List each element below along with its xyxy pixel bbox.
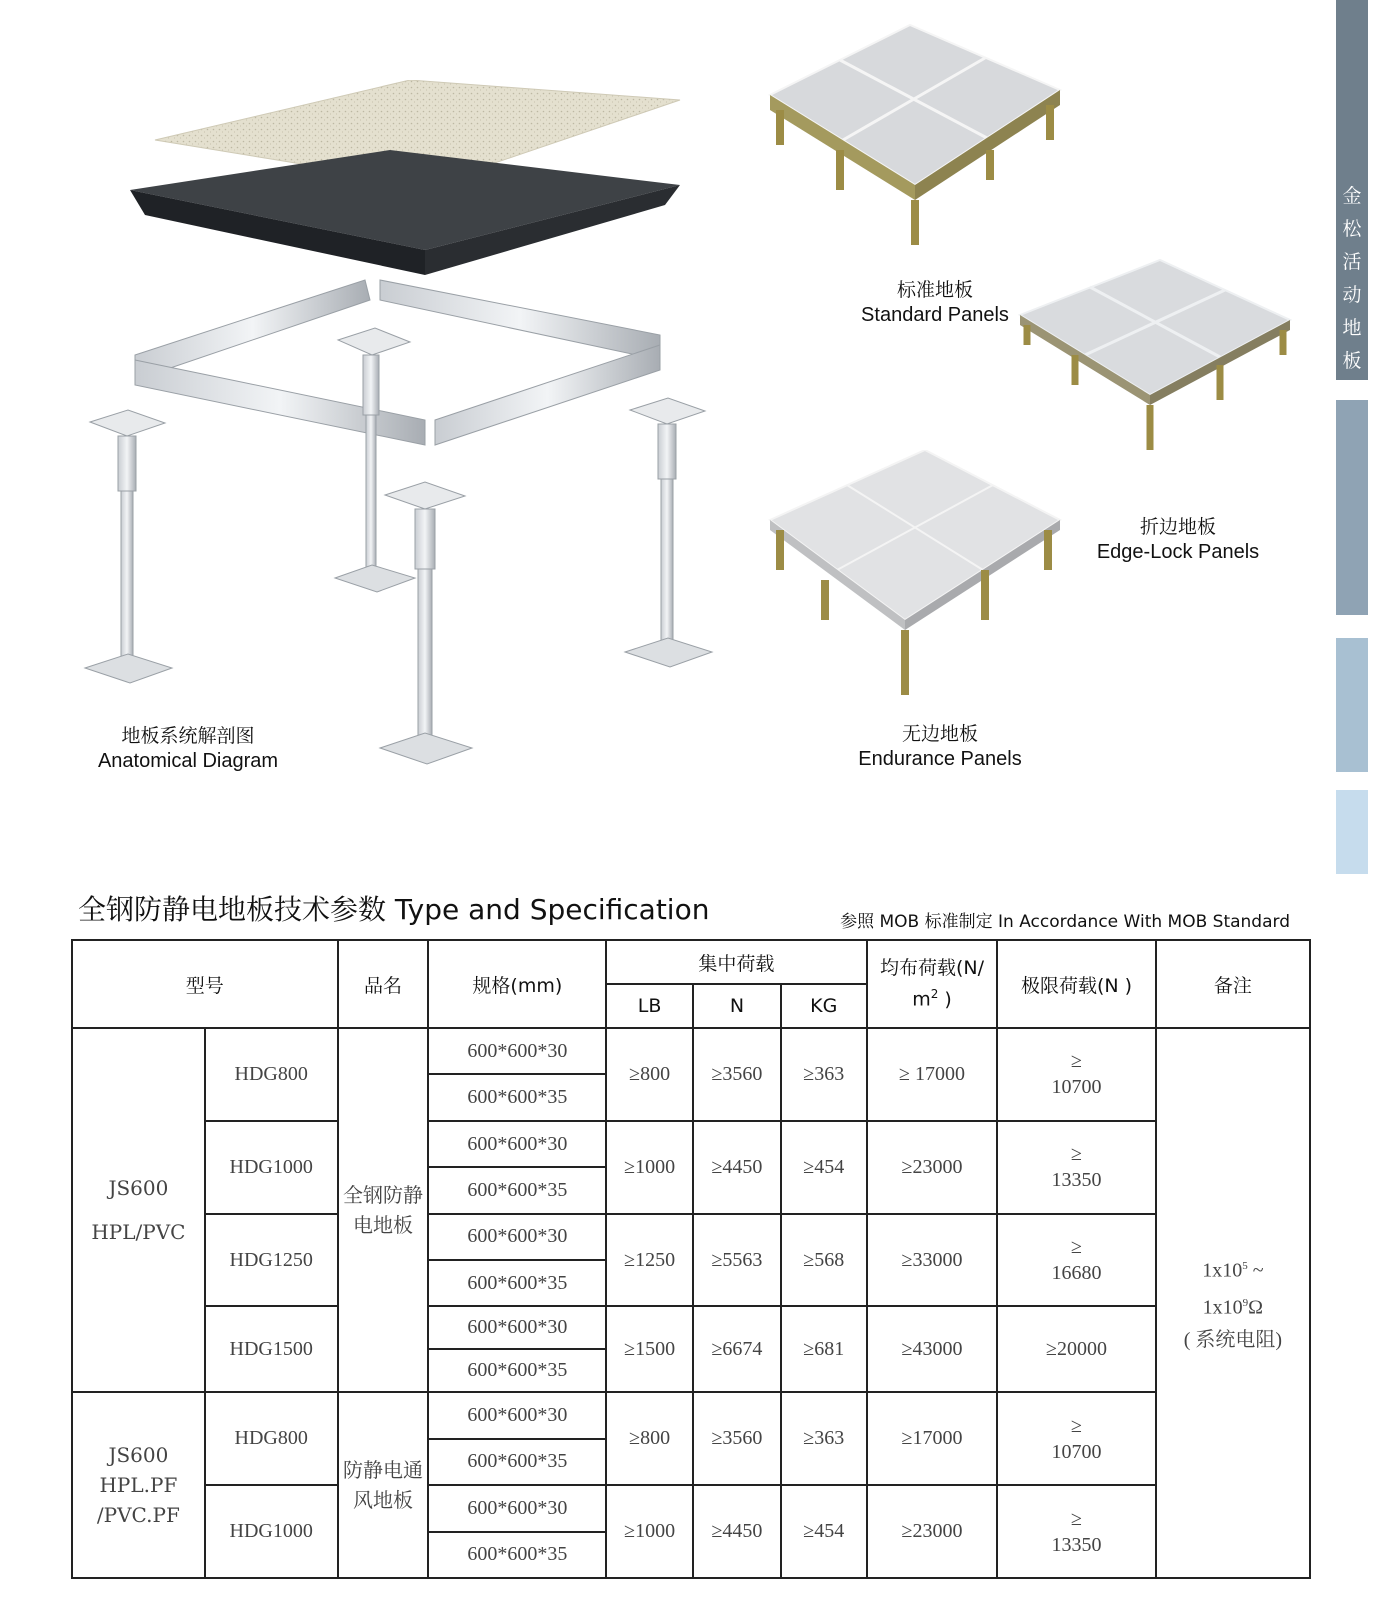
side-tab-3 bbox=[1336, 638, 1368, 772]
stringer-front-left bbox=[135, 360, 425, 445]
pedestal-back bbox=[335, 328, 415, 592]
edge-lock-caption-en: Edge-Lock Panels bbox=[1096, 541, 1260, 563]
row2-ultimate: ≥ 16680 bbox=[997, 1214, 1155, 1307]
edge-lock-caption bbox=[1078, 515, 1278, 565]
row2-lb: ≥1250 bbox=[606, 1214, 693, 1307]
row5-lb: ≥1000 bbox=[606, 1485, 693, 1578]
anatomical-caption-zh: 地板系统解剖图 bbox=[121, 725, 255, 747]
table-row bbox=[72, 1121, 1310, 1167]
standard-panels-illustration bbox=[765, 20, 1065, 260]
endurance-panels-illustration bbox=[765, 450, 1065, 710]
row1-size1: 600*600*30 bbox=[428, 1121, 606, 1167]
table-row bbox=[72, 1485, 1310, 1531]
series1-product-name: 全钢防静 电地板 bbox=[338, 1028, 429, 1392]
side-tab-brand bbox=[1336, 0, 1368, 380]
table-row bbox=[72, 1306, 1310, 1349]
series2-product-name: 防静电通 风地板 bbox=[338, 1392, 429, 1578]
row5-ultimate: ≥ 13350 bbox=[997, 1485, 1155, 1578]
stringer-right bbox=[380, 280, 660, 360]
row1-size2: 600*600*35 bbox=[428, 1167, 606, 1213]
row2-size1: 600*600*30 bbox=[428, 1214, 606, 1260]
pedestal-front bbox=[380, 482, 472, 764]
row0-kg: ≥363 bbox=[781, 1028, 867, 1121]
row5-size1: 600*600*30 bbox=[428, 1485, 606, 1531]
standard-caption-zh: 标准地板 bbox=[896, 279, 973, 301]
row0-lb: ≥800 bbox=[606, 1028, 693, 1121]
endurance-caption bbox=[840, 722, 1040, 772]
header-row-1 bbox=[72, 940, 1310, 984]
table-row bbox=[72, 1392, 1310, 1438]
row4-uniform: ≥17000 bbox=[867, 1392, 998, 1485]
row2-size2: 600*600*35 bbox=[428, 1260, 606, 1306]
standard-caption bbox=[845, 278, 1025, 328]
stringer-left bbox=[135, 280, 370, 380]
row2-uniform: ≥33000 bbox=[867, 1214, 998, 1307]
row3-size1: 600*600*30 bbox=[428, 1306, 606, 1349]
header-lb: LB bbox=[606, 984, 693, 1028]
anatomical-caption-en: Anatomical Diagram bbox=[97, 750, 279, 772]
row4-size1: 600*600*30 bbox=[428, 1392, 606, 1438]
row0-ultimate: ≥ 10700 bbox=[997, 1028, 1155, 1121]
row1-ultimate: ≥ 13350 bbox=[997, 1121, 1155, 1214]
row5-n: ≥4450 bbox=[693, 1485, 781, 1578]
anatomical-diagram bbox=[80, 80, 740, 780]
row0-uniform: ≥ 17000 bbox=[867, 1028, 998, 1121]
edge-lock-panels-illustration bbox=[1015, 255, 1295, 460]
row5-uniform: ≥23000 bbox=[867, 1485, 998, 1578]
brand-vertical-text: 金 松 活 动 地 板 bbox=[1342, 185, 1362, 372]
row5-model: HDG1000 bbox=[205, 1485, 338, 1578]
side-tab-2 bbox=[1336, 400, 1368, 615]
side-tab-4 bbox=[1336, 790, 1368, 874]
series1-model: JS600 HPL/PVC bbox=[72, 1028, 205, 1392]
header-remark: 备注 bbox=[1156, 940, 1310, 1028]
row3-n: ≥6674 bbox=[693, 1306, 781, 1392]
row0-model: HDG800 bbox=[205, 1028, 338, 1121]
spec-table bbox=[71, 939, 1311, 1579]
row1-n: ≥4450 bbox=[693, 1121, 781, 1214]
spec-title: 全钢防静电地板技术参数 Type and Specification bbox=[78, 893, 710, 926]
row4-n: ≥3560 bbox=[693, 1392, 781, 1485]
row4-ultimate: ≥ 10700 bbox=[997, 1392, 1155, 1485]
table-row bbox=[72, 1214, 1310, 1260]
row3-ultimate: ≥20000 bbox=[997, 1306, 1155, 1392]
edge-lock-caption-zh: 折边地板 bbox=[1139, 516, 1216, 538]
header-uniform-load: 均布荷载(N/ $m^2$ ) bbox=[867, 940, 998, 1028]
row1-model: HDG1000 bbox=[205, 1121, 338, 1214]
series2-model: JS600 HPL.PF /PVC.PF bbox=[72, 1392, 205, 1578]
row0-n: ≥3560 bbox=[693, 1028, 781, 1121]
row4-model: HDG800 bbox=[205, 1392, 338, 1485]
row0-size2: 600*600*35 bbox=[428, 1074, 606, 1120]
row2-n: ≥5563 bbox=[693, 1214, 781, 1307]
pedestal-left bbox=[85, 410, 172, 683]
header-concentrated-load: 集中荷载 bbox=[606, 940, 866, 984]
row5-kg: ≥454 bbox=[781, 1485, 867, 1578]
row3-model: HDG1500 bbox=[205, 1306, 338, 1392]
row1-kg: ≥454 bbox=[781, 1121, 867, 1214]
row2-kg: ≥568 bbox=[781, 1214, 867, 1307]
steel-pan bbox=[130, 150, 680, 250]
header-name: 品名 bbox=[338, 940, 429, 1028]
remark-resistance: $1x10^5$ ~ $1x10^9\Omega$ ( 系统电阻) bbox=[1156, 1028, 1310, 1578]
anatomical-caption bbox=[88, 724, 288, 774]
header-size: 规格(mm) bbox=[428, 940, 606, 1028]
header-ultimate-load: 极限荷载(N ) bbox=[997, 940, 1155, 1028]
header-n: N bbox=[693, 984, 781, 1028]
row2-model: HDG1250 bbox=[205, 1214, 338, 1307]
row0-size1: 600*600*30 bbox=[428, 1028, 606, 1074]
row5-size2: 600*600*35 bbox=[428, 1532, 606, 1578]
row3-kg: ≥681 bbox=[781, 1306, 867, 1392]
stringer-front-right bbox=[435, 345, 660, 445]
row3-size2: 600*600*35 bbox=[428, 1349, 606, 1392]
row3-uniform: ≥43000 bbox=[867, 1306, 998, 1392]
row1-uniform: ≥23000 bbox=[867, 1121, 998, 1214]
header-kg: KG bbox=[781, 984, 867, 1028]
table-row bbox=[72, 1028, 1310, 1074]
spec-standard-note: 参照 MOB 标准制定 In Accordance With MOB Standard bbox=[840, 912, 1290, 932]
row1-lb: ≥1000 bbox=[606, 1121, 693, 1214]
header-model: 型号 bbox=[72, 940, 338, 1028]
endurance-caption-en: Endurance Panels bbox=[858, 748, 1022, 770]
row4-size2: 600*600*35 bbox=[428, 1439, 606, 1485]
row4-lb: ≥800 bbox=[606, 1392, 693, 1485]
standard-caption-en: Standard Panels bbox=[861, 304, 1009, 326]
row3-lb: ≥1500 bbox=[606, 1306, 693, 1392]
row4-kg: ≥363 bbox=[781, 1392, 867, 1485]
pedestal-right bbox=[625, 398, 712, 667]
endurance-caption-zh: 无边地板 bbox=[901, 723, 978, 745]
